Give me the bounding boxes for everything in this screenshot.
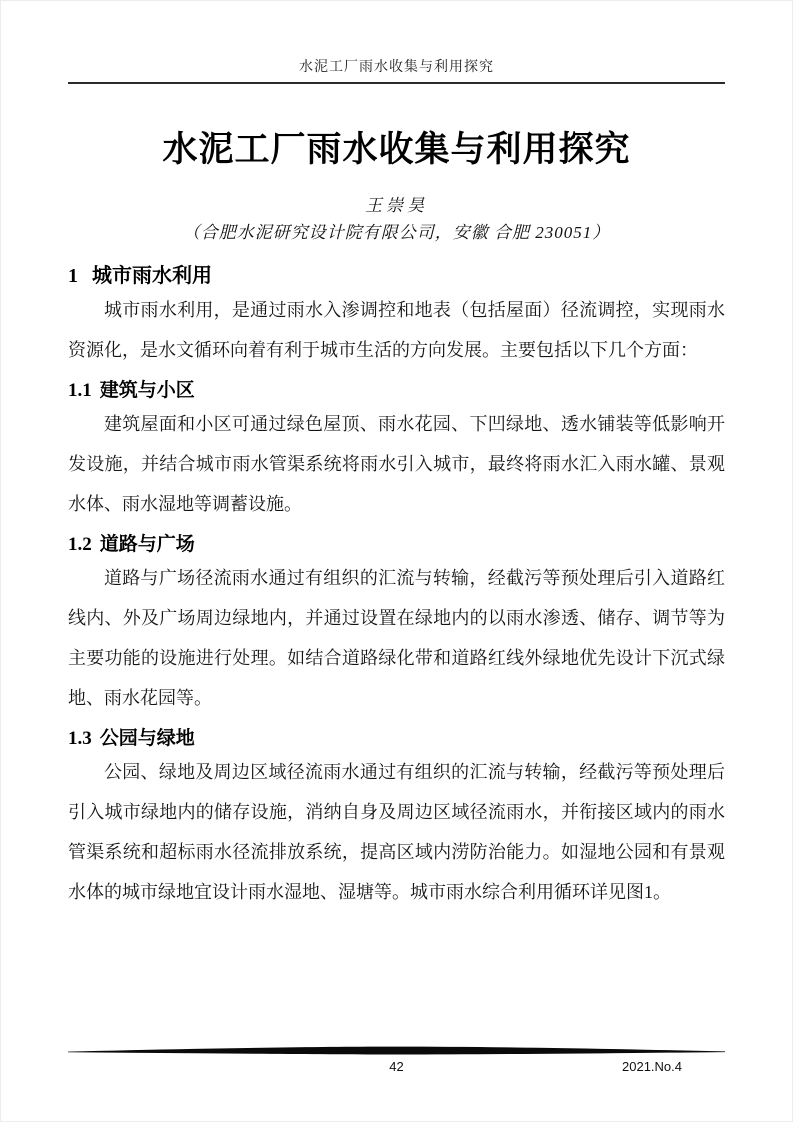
section-title: 公园与绿地 <box>99 728 195 749</box>
section-heading-1-1 <box>68 378 725 404</box>
section-title: 建筑与小区 <box>99 380 195 401</box>
section-heading-1 <box>68 262 725 290</box>
issue-label: 2021.No.4 <box>622 1059 682 1074</box>
article-title: 水泥工厂雨水收集与利用探究 <box>162 130 631 169</box>
page-footer <box>68 1046 725 1076</box>
section-title: 城市雨水利用 <box>92 265 212 287</box>
page-number: 42 <box>389 1059 404 1074</box>
section-number: 1.3 <box>68 728 92 749</box>
section-title: 道路与广场 <box>99 534 195 555</box>
footer-text-row <box>68 1058 725 1076</box>
section-paragraph: 公园、绿地及周边区域径流雨水通过有组织的汇流与转输，经截污等预处理后引入城市绿地内的储存设施，消纳自身及周边区域径流雨水，并衔接区域内的雨水管渠系统和超标雨水径流排放系统，提高区域内涝防治能力。如湿地公园和有景观水体的城市绿地宜设计雨水湿地、湿塘等。城市雨水综合利用循环详见图1。 <box>68 762 725 902</box>
section-heading-1-2 <box>68 532 725 558</box>
footer-divider-rule <box>68 1046 725 1055</box>
section-paragraph: 建筑屋面和小区可通过绿色屋顶、雨水花园、下凹绿地、透水铺装等低影响开发设施，并结合城市雨水管渠系统将雨水引入城市，最终将雨水汇入雨水罐、景观水体、雨水湿地等调蓄设施。 <box>68 414 725 514</box>
section-number: 1.1 <box>68 380 92 401</box>
section-number: 1 <box>68 265 78 287</box>
section-number: 1.2 <box>68 534 92 555</box>
author-affiliation: （合肥水泥研究设计院有限公司，安徽 合肥 230051） <box>182 223 611 242</box>
section-heading-1-3 <box>68 726 725 752</box>
section-paragraph: 道路与广场径流雨水通过有组织的汇流与转输，经截污等预处理后引入道路红线内、外及广场周边绿地内，并通过设置在绿地内的以雨水渗透、储存、调节等为主要功能的设施进行处理。如结合道路绿化带和道路红线外绿地优先设计下沉式绿地、雨水花园等。 <box>68 568 725 708</box>
page-content <box>68 0 725 912</box>
section-paragraph: 城市雨水利用，是通过雨水入渗调控和地表（包括屋面）径流调控，实现雨水资源化，是水文循环向着有利于城市生活的方向发展。主要包括以下几个方面： <box>68 300 725 360</box>
header-rule <box>68 82 725 84</box>
author-name: 王崇昊 <box>365 196 428 215</box>
running-header-title: 水泥工厂雨水收集与利用探究 <box>299 60 494 75</box>
